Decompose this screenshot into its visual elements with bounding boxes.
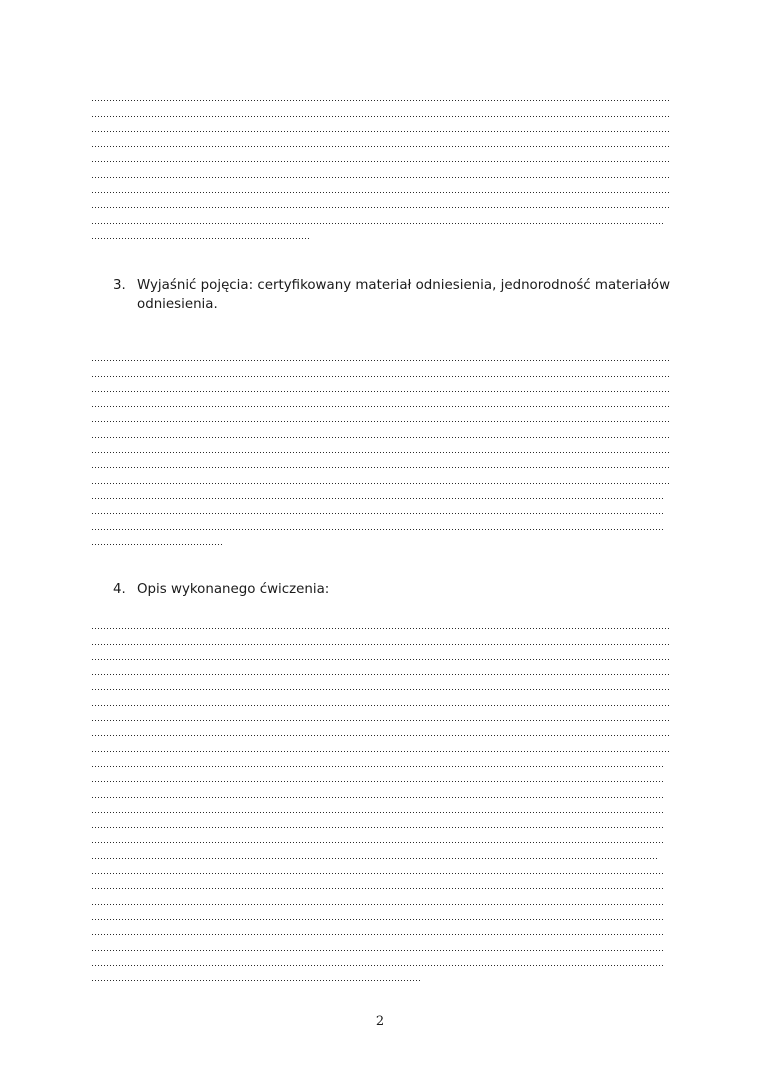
answer-line (91, 801, 669, 816)
answer-line (91, 120, 669, 135)
answer-line (91, 441, 669, 456)
answer-line (91, 211, 669, 226)
answer-line (91, 709, 669, 724)
question-3 (113, 276, 671, 314)
answer-line (91, 816, 669, 831)
answer-line (91, 135, 669, 150)
answer-line (91, 846, 669, 861)
question-4-number: 4. (113, 582, 126, 597)
answer-line (91, 181, 669, 196)
answer-line (91, 487, 669, 502)
answer-line (91, 678, 669, 693)
answer-line (91, 380, 669, 395)
answer-line (91, 196, 669, 211)
answer-line (91, 425, 669, 440)
answer-line (91, 938, 669, 953)
answer-line (91, 364, 669, 379)
answer-line (91, 954, 669, 969)
answer-line (91, 349, 669, 364)
answer-line (91, 502, 669, 517)
question-4 (113, 580, 671, 599)
answer-line (91, 617, 669, 632)
answer-line (91, 533, 669, 548)
answer-line (91, 395, 669, 410)
answer-line (91, 892, 669, 907)
answer-line (91, 739, 669, 754)
answer-line (91, 693, 669, 708)
answer-line (91, 227, 669, 242)
question-4-text: Opis wykonanego ćwiczenia: (137, 582, 330, 597)
answer-line (91, 150, 669, 165)
answer-line (91, 969, 669, 984)
answer-line (91, 456, 669, 471)
answer-line (91, 923, 669, 938)
answer-lines-block-2 (91, 349, 669, 548)
answer-line (91, 104, 669, 119)
answer-line (91, 648, 669, 663)
answer-line (91, 663, 669, 678)
answer-line (91, 410, 669, 425)
answer-lines-block-3 (91, 617, 669, 984)
question-3-line1: Wyjaśnić pojęcia: certyfikowany materiał odniesienia, jednorodność materiałów (137, 278, 671, 293)
question-3-line2: odniesienia. (137, 297, 218, 312)
answer-line (91, 785, 669, 800)
answer-line (91, 89, 669, 104)
answer-line (91, 877, 669, 892)
answer-line (91, 632, 669, 647)
answer-line (91, 908, 669, 923)
question-3-number: 3. (113, 278, 126, 293)
answer-line (91, 755, 669, 770)
answer-line (91, 724, 669, 739)
answer-line (91, 831, 669, 846)
answer-line (91, 517, 669, 532)
answer-line (91, 165, 669, 180)
answer-line (91, 862, 669, 877)
answer-line (91, 471, 669, 486)
page-number: 2 (375, 1014, 385, 1029)
answer-lines-block-1 (91, 89, 669, 242)
answer-line (91, 770, 669, 785)
